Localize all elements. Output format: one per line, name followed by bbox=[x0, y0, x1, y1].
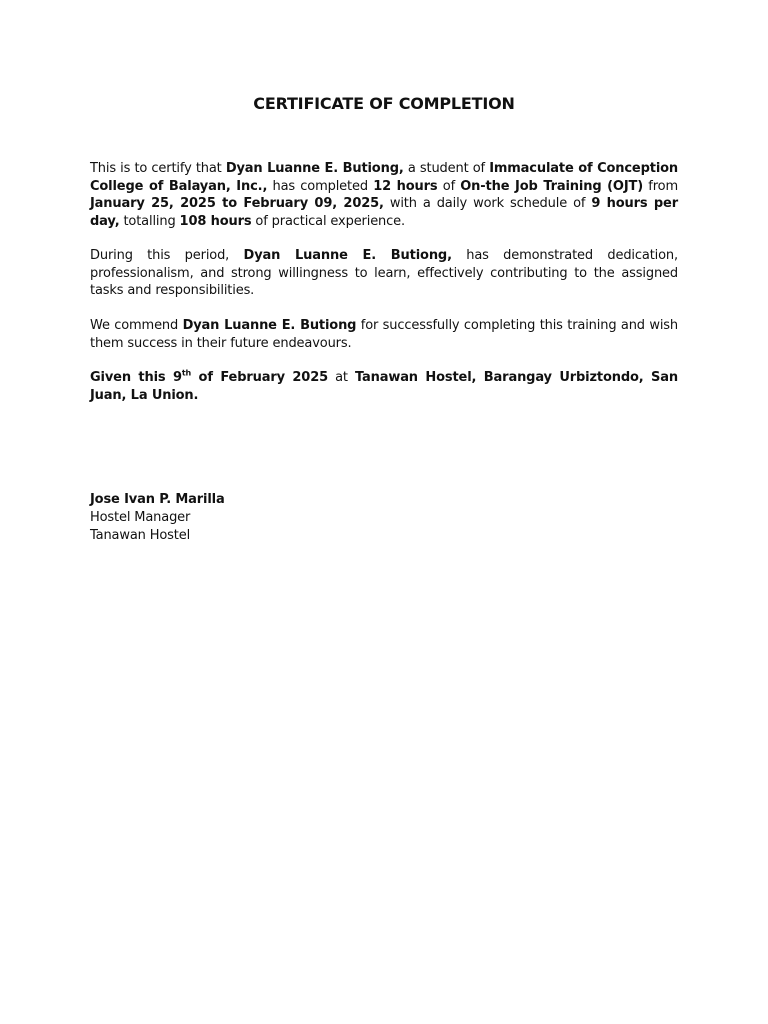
location: Tanawan Hostel, Barangay Urbiztondo, San Juan, La Union. bbox=[90, 370, 678, 403]
hours-completed: 12 hours bbox=[373, 178, 438, 194]
paragraph-commendation bbox=[90, 317, 678, 352]
text: with a daily work schedule of bbox=[383, 196, 592, 211]
school-name: Immaculate of Conception College of Balayan, Inc., bbox=[90, 161, 679, 194]
text: of practical experience. bbox=[251, 213, 405, 229]
text: has demonstrated dedication, professionalism, and strong willingness to learn, effectively contributing to the assigned tasks and responsibilities. bbox=[90, 248, 678, 298]
text: has completed bbox=[267, 178, 374, 194]
paragraph-performance bbox=[90, 247, 678, 300]
student-name: Dyan Luanne E. Butiong bbox=[182, 318, 357, 333]
date-range: January 25, 2025 to February 09, 2025, bbox=[90, 196, 384, 211]
text: We commend bbox=[90, 318, 183, 333]
certificate-title: CERTIFICATE OF COMPLETION bbox=[253, 94, 515, 113]
text: During this period, bbox=[90, 248, 244, 263]
text: for successfully completing this training and wish them success in their future endeavours. bbox=[90, 318, 678, 351]
total-hours: 108 hours bbox=[179, 213, 252, 229]
paragraph-certification bbox=[90, 160, 678, 230]
given-prefix: Given this 9 bbox=[90, 370, 182, 385]
text: This is to certify that bbox=[90, 161, 226, 176]
text: at bbox=[328, 370, 355, 385]
daily-schedule: 9 hours per day, bbox=[90, 196, 678, 229]
ordinal-suffix: th bbox=[181, 368, 192, 378]
program-name: On-the Job Training (OJT) bbox=[460, 178, 644, 194]
student-name: Dyan Luanne E. Butiong, bbox=[243, 248, 452, 263]
signatory-position: Hostel Manager bbox=[90, 510, 191, 525]
signatory-name: Jose Ivan P. Marilla bbox=[90, 492, 225, 507]
text: totalling bbox=[119, 213, 180, 229]
text: a student of bbox=[403, 161, 490, 176]
text: from bbox=[643, 178, 678, 194]
signature-block bbox=[90, 491, 225, 545]
given-date bbox=[90, 370, 328, 385]
paragraph-given bbox=[90, 369, 678, 404]
text: of bbox=[437, 178, 461, 194]
student-name: Dyan Luanne E. Butiong, bbox=[225, 161, 404, 176]
given-month-year: of February 2025 bbox=[191, 370, 328, 385]
signatory-organization: Tanawan Hostel bbox=[90, 528, 191, 543]
